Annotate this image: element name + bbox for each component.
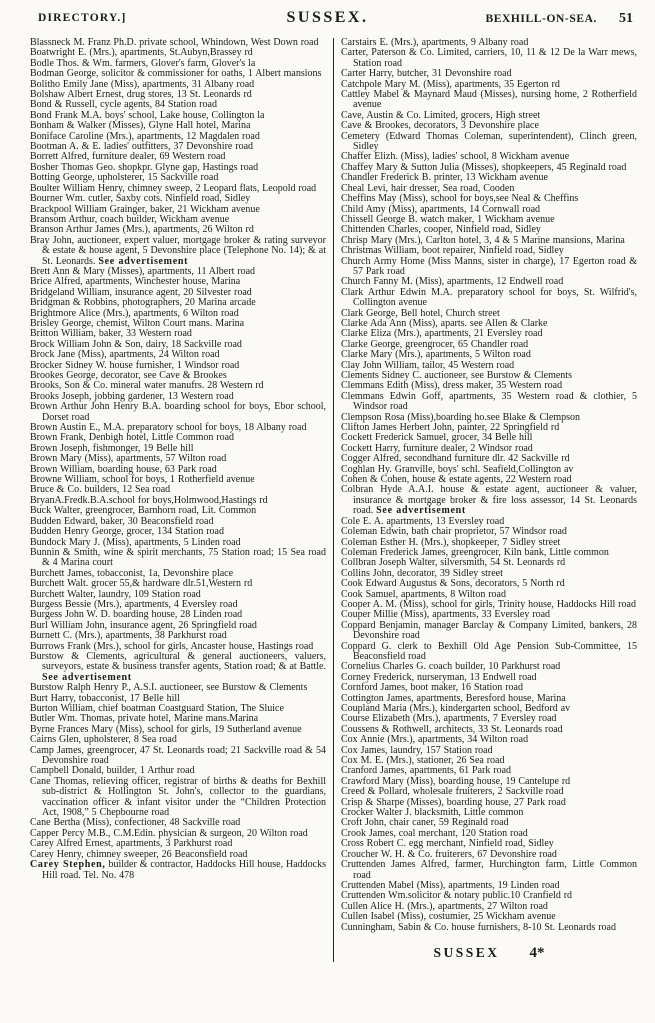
directory-entry: Brown Austin E., M.A. preparatory school for boys, 18 Albany road: [30, 422, 307, 434]
directory-entry: Brisley George, chemist, Wilton Court mans. Marina: [30, 317, 245, 329]
directory-entry: Bourner Wm. cutler, Saxby cots. Ninfield road, Sidley: [30, 193, 251, 205]
directory-entry: Crook James, coal merchant, 120 Station road: [341, 827, 528, 839]
directory-entry: Bunnin & Smith, wine & spirit merchants, 75 Station road; 15 Sea road & 4 Marina court: [30, 546, 326, 569]
directory-entry: Bray John, auctioneer, expert valuer, mortgage broker & rating surveyor & estate & house agent, 5 Devonshire place (Telephone No. 14); & at St. Leonards. See advertisement: [30, 234, 326, 267]
directory-entry: Burstow Ralph Henry P., A.S.I. auctioneer, see Burstow & Clements: [30, 682, 308, 694]
directory-entry: Chandler Frederick B. printer, 13 Wickham avenue: [341, 172, 548, 184]
directory-entry: Coupland Maria (Mrs.), kindergarten school, Bedford av: [341, 703, 571, 714]
directory-entry: Cheal Levi, hair dresser, Sea road, Cooden: [341, 182, 515, 194]
directory-entry: Clements Sidney C. auctioneer, see Burstow & Clements: [341, 370, 572, 381]
directory-entry: Cemetery (Edward Thomas Coleman, superintendent), Clinch green, Sidley: [341, 130, 637, 153]
directory-entry: Cornelius Charles G. coach builder, 10 Parkhurst road: [341, 661, 561, 673]
directory-entry: Bridgman & Robbins, photographers, 20 Marina arcade: [30, 297, 256, 309]
directory-entry: Bootman A. & E. ladies' outfitters, 37 Devonshire road: [30, 141, 254, 153]
directory-entry: Bonham & Walker (Misses), Glyne Hall hotel, Marina: [30, 120, 251, 132]
directory-entry: Clark Arthur Edwin M.A. preparatory school for boys, St. Wilfrid's, Collington avenue: [341, 286, 637, 309]
directory-entry: Burstow & Clements, agricultural & general auctioneers, valuers, surveyors, estate & business transfer agents, Station road; & at Battle. See advertisement: [30, 650, 326, 683]
directory-entry: Burchett James, tobacconist, 1a, Devonshire place: [30, 567, 234, 579]
directory-entry: Brooks Joseph, jobbing gardener, 13 Western road: [30, 390, 234, 402]
directory-entry: Collbran Joseph Walter, silversmith, 54 St. Leonards rd: [341, 557, 566, 569]
directory-entry: Church Fanny M. (Miss), apartments, 12 Endwell road: [341, 276, 564, 288]
directory-entry: Carey Henry, chimney sweeper, 26 Beaconsfield road: [30, 848, 248, 860]
directory-entry: Bolshaw Albert Ernest, drug stores, 13 St. Leonards rd: [30, 89, 252, 101]
directory-entry: Course Elizabeth (Mrs.), apartments, 7 Eversley road: [341, 713, 557, 725]
directory-entry: Clarke George, greengrocer, 65 Chandler road: [341, 338, 529, 350]
footer-signature: [341, 944, 637, 962]
directory-entry: Cockett Harry, furniture dealer, 2 Windsor road: [341, 442, 533, 454]
directory-entry: Coleman Esther H. (Mrs.), shopkeeper, 7 Sidley street: [341, 536, 561, 548]
directory-entry: Croucher W. H. & Co. fruiterers, 67 Devonshire road: [341, 848, 557, 860]
directory-entry: Crawford Mary (Miss), boarding house, 19 Cantelupe rd: [341, 775, 571, 787]
directory-entry: Cave, Austin & Co. Limited, grocers, High street: [341, 109, 541, 121]
directory-entry: Cogger Alfred, secondhand furniture dlr. 42 Sackville rd: [341, 453, 570, 465]
directory-entry: Cox Annie (Mrs.), apartments, 34 Wilton road: [341, 734, 529, 746]
directory-entry: Clemmans Edith (Miss), dress maker, 35 Western road: [341, 380, 563, 392]
directory-entry: Cole E. A. apartments, 13 Eversley road: [341, 515, 505, 527]
directory-entry: Burchett Walt. grocer 55,& hardware dlr.51,Western rd: [30, 578, 253, 590]
column-right: [333, 38, 637, 962]
directory-entry: Crisp & Sharpe (Misses), boarding house, 27 Park road: [341, 796, 566, 808]
directory-entry: Brice Alfred, apartments, Winchester house, Marina: [30, 276, 241, 288]
entry-bold-text: Carey Stephen,: [30, 859, 106, 871]
text-columns: [0, 36, 655, 962]
directory-entry: Budden Edward, baker, 30 Beaconsfield road: [30, 515, 214, 527]
directory-entry: Clemmans Edwin Goff, apartments, 35 Western road & clothier, 5 Windsor road: [341, 390, 637, 413]
directory-entry: Carey Stephen, builder & contractor, Haddocks Hill house, Haddocks Hill road. Tel. No. 478: [30, 859, 326, 881]
column-left: [30, 38, 333, 962]
directory-entry: Branson Arthur James (Mrs.), apartments, 26 Wilton rd: [30, 224, 254, 236]
directory-entry: Brown Frank, Denbigh hotel, Little Common road: [30, 432, 235, 444]
directory-entry: Carter, Paterson & Co. Limited, carriers, 10, 11 & 12 De la Warr mews, Station road: [341, 47, 637, 69]
directory-entry: Butler Wm. Thomas, private hotel, Marine mans.Marina: [30, 713, 259, 725]
directory-entry: Coppard Benjamin, manager Barclay & Company Limited, bankers, 28 Devonshire road: [341, 619, 637, 642]
directory-entry: Carey Alfred Ernest, apartments, 3 Parkhurst road: [30, 838, 233, 850]
directory-entry: BryanA.Fredk.B.A.school for boys,Holmwood,Hastings rd: [30, 494, 268, 506]
directory-entry: Bodle Thos. & Wm. farmers, Glover's farm, Glover's la: [30, 57, 256, 69]
directory-entry: Burrows Frank (Mrs.), school for girls, Ancaster house, Hastings road: [30, 640, 314, 652]
directory-entry: Cullen Isabel (Miss), costumier, 25 Wickham avenue: [341, 911, 556, 923]
directory-entry: Chaffey Mary & Sutton Julia (Misses), shopkeepers, 45 Reginald road: [341, 161, 627, 173]
directory-entry: Cattley Mabel & Maynard Maud (Misses), nursing home, 2 Rotherfield avenue: [341, 89, 637, 111]
directory-entry: Campbell Donald, builder, 1 Arthur road: [30, 765, 195, 777]
directory-entry: Coleman Frederick James, greengrocer, Kiln bank, Little common: [341, 546, 609, 558]
directory-entry: Clempson Rosa (Miss),boarding ho.see Blake & Clempson: [341, 411, 581, 423]
directory-entry: Creed & Pollard, wholesale fruiterers, 2 Sackville road: [341, 786, 564, 798]
header-town-label: [485, 11, 633, 27]
entry-bold-text: See advertisement: [42, 671, 132, 683]
entry-bold-text: See advertisement: [98, 255, 189, 267]
directory-entry: Budden Henry George, grocer, 134 Station road: [30, 526, 224, 538]
directory-entry: Clarke Eliza (Mrs.), apartments, 21 Eversley road: [341, 328, 543, 340]
directory-entry: Cruttenden Mabel (Miss), apartments, 19 Linden road: [341, 879, 560, 891]
directory-entry: Coghlan Hy. Granville, boys' schl. Seafield,Collington av: [341, 463, 574, 475]
directory-entry: Clay John William, tailor, 45 Western road: [341, 359, 515, 371]
directory-entry: Bolitho Emily Jane (Miss), apartments, 31 Albany road: [30, 78, 255, 90]
directory-entry: Burl William John, insurance agent, 26 Springfield road: [30, 619, 257, 631]
directory-entry: Crocker Walter J. blacksmith, Little common: [341, 807, 524, 819]
directory-entry: Brown William, boarding house, 63 Park road: [30, 463, 217, 475]
directory-entry: Catchpole Mary M. (Miss), apartments, 35 Egerton rd: [341, 78, 560, 90]
directory-entry: Brooks, Son & Co. mineral water manufrs. 28 Western rd: [30, 380, 264, 392]
directory-entry: Brackpool William Grainger, baker, 21 Wickham avenue: [30, 203, 260, 215]
directory-entry: Bransom Arthur, coach builder, Wickham avenue: [30, 213, 230, 225]
directory-entry: Bond & Russell, cycle agents, 84 Station road: [30, 99, 217, 111]
directory-entry: Burt Harry, tobacconist, 17 Belle hill: [30, 692, 180, 704]
directory-entry: Cunningham, Sabin & Co. house furnishers, 8-10 St. Leonards road: [341, 921, 616, 933]
directory-entry: Cox M. E. (Mrs.), stationer, 26 Sea road: [341, 755, 505, 767]
directory-entry: Brock Jane (Miss), apartments, 24 Wilton road: [30, 349, 220, 361]
directory-entry: Brookes George, decorator, see Cave & Brookes: [30, 370, 227, 381]
directory-entry: Blassneck M. Franz Ph.D. private school, Whindown, West Down road: [30, 37, 319, 48]
directory-entry: Capper Percy M.B., C.M.Edin. physician & surgeon, 20 Wilton road: [30, 827, 308, 839]
directory-entry: Carstairs E. (Mrs.), apartments, 9 Albany road: [341, 37, 529, 48]
directory-entry: Brown Joseph, fishmonger, 19 Belle hill: [30, 442, 194, 454]
directory-entry: Bosher Thomas Geo. shopkpr. Glyne gap, Hastings road: [30, 161, 259, 173]
directory-entry: Chittenden Charles, cooper, Ninfield road, Sidley: [341, 224, 541, 236]
directory-entry: Cooper A. M. (Miss), school for girls, Trinity house, Haddocks Hill road: [341, 598, 636, 610]
directory-entry: Colbran Hyde A.A.I. house & estate agent, auctioneer & valuer, insurance & mortgage broker & fire loss assessor, 14 St. Leonards road. See advertisement: [341, 484, 637, 517]
directory-entry: Croft John, chair caner, 59 Reginald road: [341, 817, 509, 829]
directory-entry: Cruttenden James Alfred, farmer, Hurchington farm, Little Common road: [341, 859, 637, 881]
entry-bold-text: See advertisement: [376, 505, 466, 517]
directory-entry: Burton William, chief boatman Coastguard Station, The Sluice: [30, 703, 284, 714]
directory-entry: Cottington James, apartments, Beresford house, Marina: [341, 692, 566, 704]
directory-entry: Church Army Home (Miss Manns, sister in charge), 17 Egerton road & 57 Park road: [341, 255, 637, 277]
header-directory-label: DIRECTORY.]: [38, 12, 127, 24]
directory-entry: Bond Frank M.A. boys' school, Lake house, Collington la: [30, 109, 265, 121]
directory-entry: Cornford James, boot maker, 16 Station road: [341, 682, 523, 694]
directory-entry: Cox James, laundry, 157 Station road: [341, 744, 493, 756]
directory-entry: Britton William, baker, 33 Western road: [30, 328, 192, 340]
directory-entry: Bruce & Co. builders, 12 Sea road: [30, 484, 171, 496]
header-county-title: SUSSEX.: [286, 9, 369, 26]
directory-entry: Cockett Frederick Samuel, grocer, 34 Belle hill: [341, 432, 533, 444]
directory-entry: Brown Arthur John Henry B.A. boarding school for boys, Ebor school, Dorset road: [30, 401, 326, 423]
directory-entry: Bodman George, solicitor & commissioner for oaths, 1 Albert mansions: [30, 68, 322, 80]
directory-entry: Carter Harry, butcher, 31 Devonshire road: [341, 68, 512, 80]
directory-entry: Collins John, decorator, 39 Sidley street: [341, 567, 503, 579]
directory-entry: Brock William John & Son, dairy, 18 Sackville road: [30, 338, 242, 350]
directory-entry: Cruttenden Wm.solicitor & notary public.10 Cranfield rd: [341, 890, 573, 902]
directory-entry: Camp James, greengrocer, 47 St. Leonards road; 21 Sackville road & 54 Devonshire road: [30, 744, 326, 767]
directory-entry: Buck Walter, greengrocer, Barnhorn road, Lit. Common: [30, 505, 257, 517]
directory-entry: Brett Ann & Mary (Misses), apartments, 11 Albert road: [30, 265, 256, 277]
directory-entry: Bundock Mary J. (Miss), apartments, 5 Linden road: [30, 536, 241, 548]
directory-entry: Chrisp Mary (Mrs.), Carlton hotel, 3, 4 & 5 Marine mansions, Marina: [341, 234, 625, 246]
directory-entry: Burchett Walter, laundry, 109 Station road: [30, 588, 201, 600]
directory-entry: Cranford James, apartments, 61 Park road: [341, 765, 512, 777]
column-right-entries: [341, 38, 637, 933]
directory-entry: Cheffins May (Miss), school for boys,see Neal & Cheffins: [341, 193, 579, 205]
directory-entry: Cairns Glen, upholsterer, 8 Sea road: [30, 734, 177, 746]
directory-entry: Coppard G. clerk to Bexhill Old Age Pension Sub-Committee, 15 Beaconsfield road: [341, 640, 637, 662]
directory-entry: Brown Mary (Miss), apartments, 57 Wilton road: [30, 453, 227, 465]
directory-entry: Christmas William, boot repairer, Ninfield road, Sidley: [341, 245, 564, 257]
directory-entry: Cane Bertha (Miss), confectioner, 48 Sackville road: [30, 817, 241, 829]
footer-county-signature: SUSSEX: [433, 944, 500, 960]
directory-entry: Cave & Brookes, decorators, 3 Devonshire place: [341, 120, 539, 132]
directory-entry: Bridgeland William, insurance agent, 20 Silvester road: [30, 286, 252, 298]
directory-entry: Byrne Frances Mary (Miss), school for girls, 19 Sutherland avenue: [30, 723, 302, 735]
directory-entry: Clark George, Bell hotel, Church street: [341, 307, 500, 319]
directory-entry: Coleman Edwin, bath chair proprietor, 57 Windsor road: [341, 526, 567, 538]
directory-entry: Burgess John W. D. boarding house, 28 Linden road: [30, 609, 243, 621]
directory-entry: Corney Frederick, nurseryman, 13 Endwell road: [341, 671, 537, 683]
directory-entry: Clarke Ada Ann (Miss), aparts. see Allen & Clarke: [341, 317, 548, 329]
directory-entry: Brocker Sidney W. house furnisher, 1 Windsor road: [30, 359, 240, 371]
directory-entry: Cane Thomas, relieving officer, registrar of births & deaths for Bexhill sub-district & Hollington St. John's, collector to the guardians, vaccination officer & infant visitor under the “Children Protection Act, 1908,” 5 Chepbourne road: [30, 775, 326, 819]
directory-entry: Cook Samuel, apartments, 8 Wilton road: [341, 588, 506, 600]
directory-entry: Couper Millie (Miss), apartments, 33 Eversley road: [341, 609, 551, 621]
directory-entry: Boniface Caroline (Mrs.), apartments, 12 Magdalen road: [30, 130, 260, 142]
directory-entry: Coussens & Rothwell, architects, 33 St. Leonards road: [341, 723, 563, 735]
page-header: [0, 0, 655, 36]
footer-sheet-mark: 4*: [529, 944, 545, 961]
directory-entry: Clifton James Herbert John, painter, 22 Springfield rd: [341, 422, 560, 434]
directory-entry: Cross Robert C. egg merchant, Ninfield road, Sidley: [341, 838, 554, 850]
directory-entry: Cohen & Cohen, house & estate agents, 22 Western road: [341, 474, 572, 486]
directory-entry: Botting George, upholsterer, 15 Sackville road: [30, 172, 219, 184]
directory-entry: Cook Edward Augustus & Sons, decorators, 5 North rd: [341, 578, 565, 590]
directory-entry: Borrett Alfred, furniture dealer, 69 Western road: [30, 151, 226, 163]
header-town-name: BEXHILL-ON-SEA.: [485, 13, 597, 25]
directory-entry: Cullen Alice H. (Mrs.), apartments, 27 Wilton road: [341, 900, 548, 912]
directory-entry: Burgess Bessie (Mrs.), apartments, 4 Eversley road: [30, 598, 238, 610]
directory-entry: Burnett C. (Mrs.), apartments, 38 Parkhurst road: [30, 630, 227, 642]
directory-entry: Browne William, school for boys, 1 Rotherfield avenue: [30, 474, 255, 486]
directory-entry: Boatwright E. (Mrs.), apartments, St.Aubyn,Brassey rd: [30, 47, 253, 59]
directory-entry: Child Amy (Miss), apartments, 14 Cornwall road: [341, 203, 541, 215]
directory-entry: Chaffer Elizh. (Miss), ladies' school, 8 Wickham avenue: [341, 151, 570, 163]
directory-entry: Boulter William Henry, chimney sweep, 2 Leopard flats, Leopold road: [30, 182, 317, 194]
directory-entry: Brightmore Alice (Mrs.), apartments, 6 Wilton road: [30, 307, 239, 319]
directory-entry: Chissell George B. watch maker, 1 Wickham avenue: [341, 213, 555, 225]
page-number: 51: [619, 11, 633, 26]
directory-entry: Clarke Mary (Mrs.), apartments, 5 Wilton road: [341, 349, 531, 361]
